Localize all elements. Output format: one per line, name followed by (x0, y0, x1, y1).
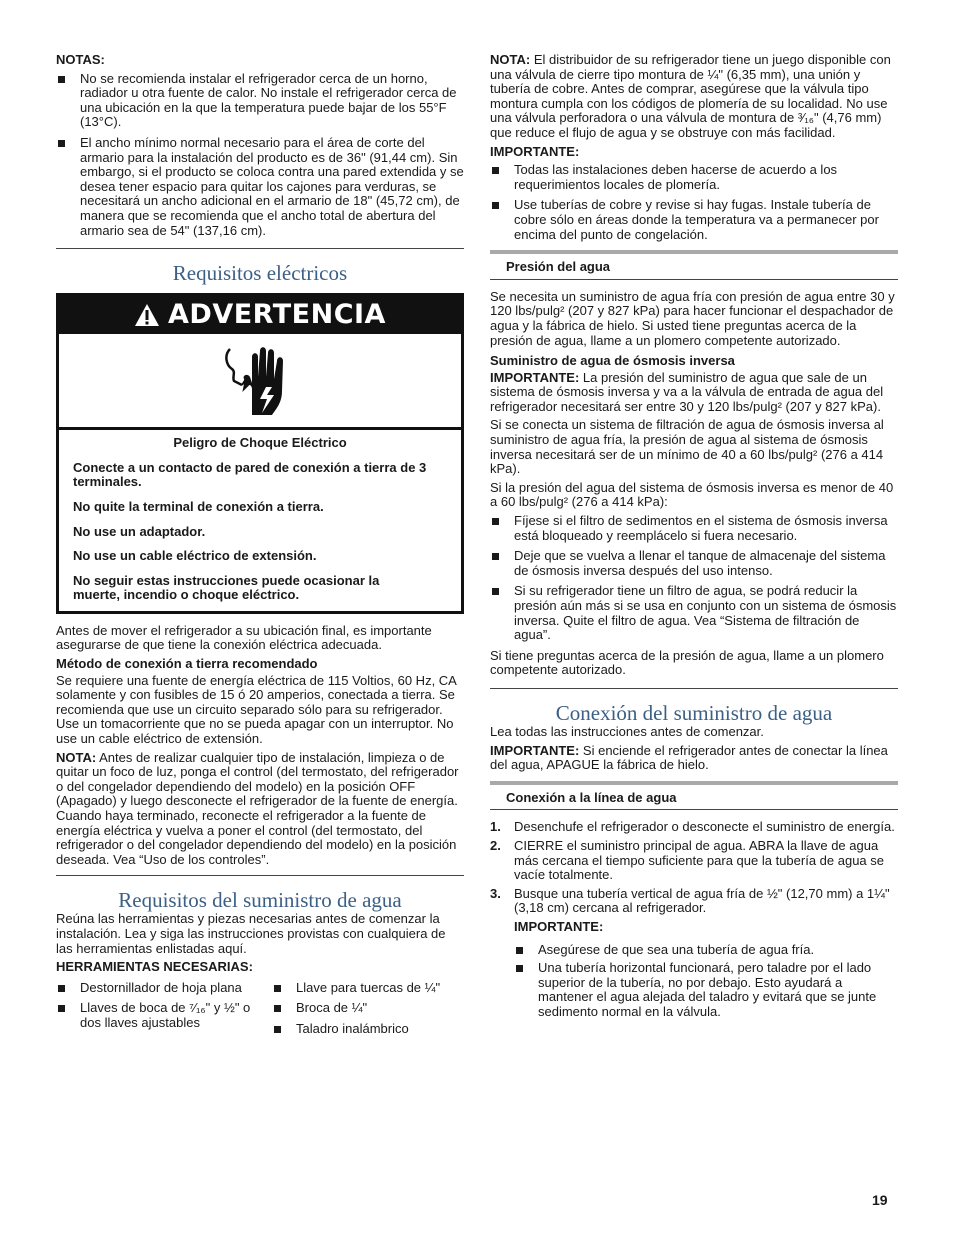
warning-header (59, 296, 461, 334)
tools-list-left (56, 981, 272, 1043)
warning-line: No seguir estas instrucciones puede ocasionar la muerte, incendio o choque eléctrico. (73, 572, 380, 603)
connection-heading: Conexión del suministro de agua (555, 700, 833, 725)
notas-label: NOTAS: (56, 52, 105, 67)
water-req-heading: Requisitos del suministro de agua (118, 888, 402, 913)
water-line-heading: Conexión a la línea de agua (490, 785, 898, 811)
step3-list (514, 943, 898, 1020)
importante-label: IMPORTANTE: (490, 369, 580, 385)
divider (56, 875, 464, 876)
connection-importante-text: Si enciende el refrigerador antes de conectar la línea del agua, APAGUE la fábrica de hielo. (490, 742, 888, 773)
valve-note (490, 53, 898, 141)
list-item: Asegúrese de que sea una tubería de agua fría. (514, 943, 898, 958)
importante-list (490, 163, 898, 242)
list-item: Si su refrigerador tiene un filtro de agua, se podrá reducir la presión aún más si se usa en conjunto con un sistema de ósmosis inversa. Quite el filtro de agua. Vea “Sistema de filtración de agua”. (490, 584, 898, 642)
step-number: 2. (490, 837, 501, 853)
grounding-method-label: Método de conexión a tierra recomendado (56, 656, 318, 672)
warning-line: No use un adaptador. (73, 523, 206, 539)
shock-hazard-area (59, 334, 461, 430)
importante-label: IMPORTANTE: (490, 143, 580, 159)
step-text: CIERRE el suministro principal de agua. ABRA la llave de agua más cercana el tiempo suficiente para que la tubería de agua se vacíe totalmente. (514, 837, 885, 883)
warning-box (56, 293, 464, 614)
tools-list-right (272, 981, 462, 1043)
list-item: Una tubería horizontal funcionará, pero taladre por el lado superior de la tubería, no por debajo. Esto ayudará a mantener el agua alejada del taladro y evitará que se junte sedimento normal en la válvula. (514, 961, 898, 1019)
list-item: Deje que se vuelva a llenar el tanque de almacenaje del sistema de ósmosis inversa después del uso intenso. (490, 549, 898, 578)
tools-list (56, 981, 464, 1049)
steps-list (490, 820, 898, 1019)
warning-title: ADVERTENCIA (168, 298, 386, 330)
importante-label: IMPORTANTE: (490, 742, 580, 758)
ro-importante-text: La presión del suministro de agua que sale de un sistema de ósmosis inversa y va a la válvula de entrada de agua del refrigerador necesitará ser entre 30 y 120 lbs/pulg² (207 y 827 kPa). (490, 369, 884, 414)
list-item: Llaves de boca de ⁷⁄₁₆" y ½" o dos llaves ajustables (56, 1001, 272, 1030)
list-item: Use tuberías de cobre y revise si hay fugas. Instale tubería de cobre sólo en áreas donde la temperatura va a permanecer por encima del punto de congelación. (490, 198, 898, 242)
ro-paragraph: Si tiene preguntas acerca de la presión de agua, llame a un plomero competente autorizado. (490, 647, 884, 678)
divider (56, 248, 464, 249)
list-item: Broca de ¼" (272, 1001, 462, 1016)
list-item: Fíjese si el filtro de sedimentos en el sistema de ósmosis inversa está bloqueado y reemplácelo si fuera necesario. (490, 514, 898, 543)
page-number: 19 (872, 1192, 888, 1208)
list-item: El ancho mínimo normal necesario para el área de corte del armario para la instalación del producto es de 36" (91,44 cm). Sin embargo, si el producto se coloca contra una pared extendida y se desea tener espacio para quitar los cajones para verduras, se necesitará un ancho adicional en el armario de 18" (45,72 cm), de manera que se recomienda que el ancho total de abertura del armario sea de 54" (137,16 cm). (56, 136, 464, 238)
right-column (490, 53, 898, 1025)
list-item: Taladro inalámbrico (272, 1022, 462, 1037)
pressure-heading: Presión del agua (490, 254, 898, 280)
divider (490, 688, 898, 689)
list-item: Todas las instalaciones deben hacerse de acuerdo a los requerimientos locales de plomería. (490, 163, 898, 192)
importante-label: IMPORTANTE: (514, 918, 604, 934)
water-req-intro: Reúna las herramientas y piezas necesarias antes de comenzar la instalación. Lea y siga las instrucciones provistas con cualquiera de las herramientas enlistadas aquí. (56, 911, 446, 956)
list-item: Llave para tuercas de ¼" (272, 981, 462, 996)
step-item (490, 887, 898, 1020)
notas-list (56, 72, 464, 239)
electric-shock-hand-icon (222, 343, 298, 419)
pressure-text: Se necesita un suministro de agua fría con presión de agua entre 30 y 120 lbs/pulg² (207 y 827 kPa) para hacer funcionar el despachador de agua y la fábrica de hielo. Si usted tiene preguntas acerca de la presión de agua, llame a un plomero competente autorizado. (490, 288, 895, 348)
warning-body (59, 430, 461, 611)
ro-label: Suministro de agua de ósmosis inversa (490, 353, 735, 369)
list-item: No se recomienda instalar el refrigerador cerca de un horno, radiador u otra fuente de calor. No instale el refrigerador cerca de una ubicación en la que la temperatura puede bajar de los 55°F (13°C). (56, 72, 464, 130)
electrical-intro: Antes de mover el refrigerador a su ubicación final, es importante asegurarse de que tiene la conexión eléctrica adecuada. (56, 622, 432, 653)
step-number: 3. (490, 885, 501, 901)
note-text: Antes de realizar cualquier tipo de instalación, limpieza o de quitar un foco de luz, ponga el control (del termostato, del refrigerador o del congelador dependiendo del modelo) en la posición OFF (Apagado) y luego desconecte el refrigerador de la fuente de energía. Cuando haya terminado, reconecte el refrigerador a la fuente de energía eléctrica y vuelva a poner el control (del termostato, del refrigerador o del congelador dependiendo del modelo) en la posición deseada. Vea “Uso de los controles”. (56, 749, 459, 867)
step-item (490, 839, 898, 883)
grounding-method-text: Se requiere una fuente de energía eléctrica de 115 Voltios, 60 Hz, CA solamente y con fusibles de 15 ó 20 amperios, conectada a tierra. Se recomienda que use un circuito separado sólo para su refrigerador. Use un tomacorriente que no se pueda apagar con un interruptor. No use un cable eléctrico de extensión. (56, 672, 457, 747)
warning-triangle-icon (134, 303, 160, 327)
tools-label: HERRAMIENTAS NECESARIAS: (56, 959, 253, 975)
electrical-note (56, 751, 464, 868)
warning-line: No use un cable eléctrico de extensión. (73, 548, 317, 564)
ro-list (490, 514, 898, 643)
ro-importante (490, 371, 898, 415)
left-column (56, 53, 464, 1049)
list-item: Destornillador de hoja plana (56, 981, 272, 996)
electrical-heading: Requisitos eléctricos (172, 261, 348, 286)
note-label: NOTA: (56, 749, 97, 765)
step-item (490, 820, 898, 835)
connection-intro: Lea todas las instrucciones antes de comenzar. (490, 723, 764, 739)
note-text: El distribuidor de su refrigerador tiene un juego disponible con una válvula de cierre tipo montura de ¼" (6,35 mm), una unión y tubería de cobre. Antes de comprar, asegúrese que la válvula tipo montura cumpla con los códigos de plomería de su localidad. No use una válvula perforadora o una válvula de montura de ³⁄₁₆" (4,76 mm) que reduce el flujo de agua y se obstruye con más facilidad. (490, 52, 891, 140)
warning-line: No quite la terminal de conexión a tierra. (73, 498, 324, 514)
ro-paragraph: Si se conecta un sistema de filtración de agua de ósmosis inversa al suministro de agua fría, la presión de agua al sistema de ósmosis inversa necesitará ser de un mínimo de 40 a 60 lbs/pulg² (276 a 414 kPa). (490, 417, 884, 477)
step-text: Busque una tubería vertical de agua fría de ½" (12,70 mm) a 1¼" (3,18 cm) cercana al refrigerador. (514, 885, 890, 916)
step-number: 1. (490, 819, 501, 835)
note-label: NOTA: (490, 52, 531, 67)
warning-line: Peligro de Choque Eléctrico (173, 435, 347, 451)
ro-paragraph: Si la presión del agua del sistema de ósmosis inversa es menor de 40 a 60 lbs/pulg² (276 a 414 kPa): (490, 479, 894, 510)
connection-importante (490, 744, 898, 773)
warning-line: Conecte a un contacto de pared de conexión a tierra de 3 terminales. (73, 459, 427, 490)
step-text: Desenchufe el refrigerador o desconecte el suministro de energía. (514, 819, 895, 835)
